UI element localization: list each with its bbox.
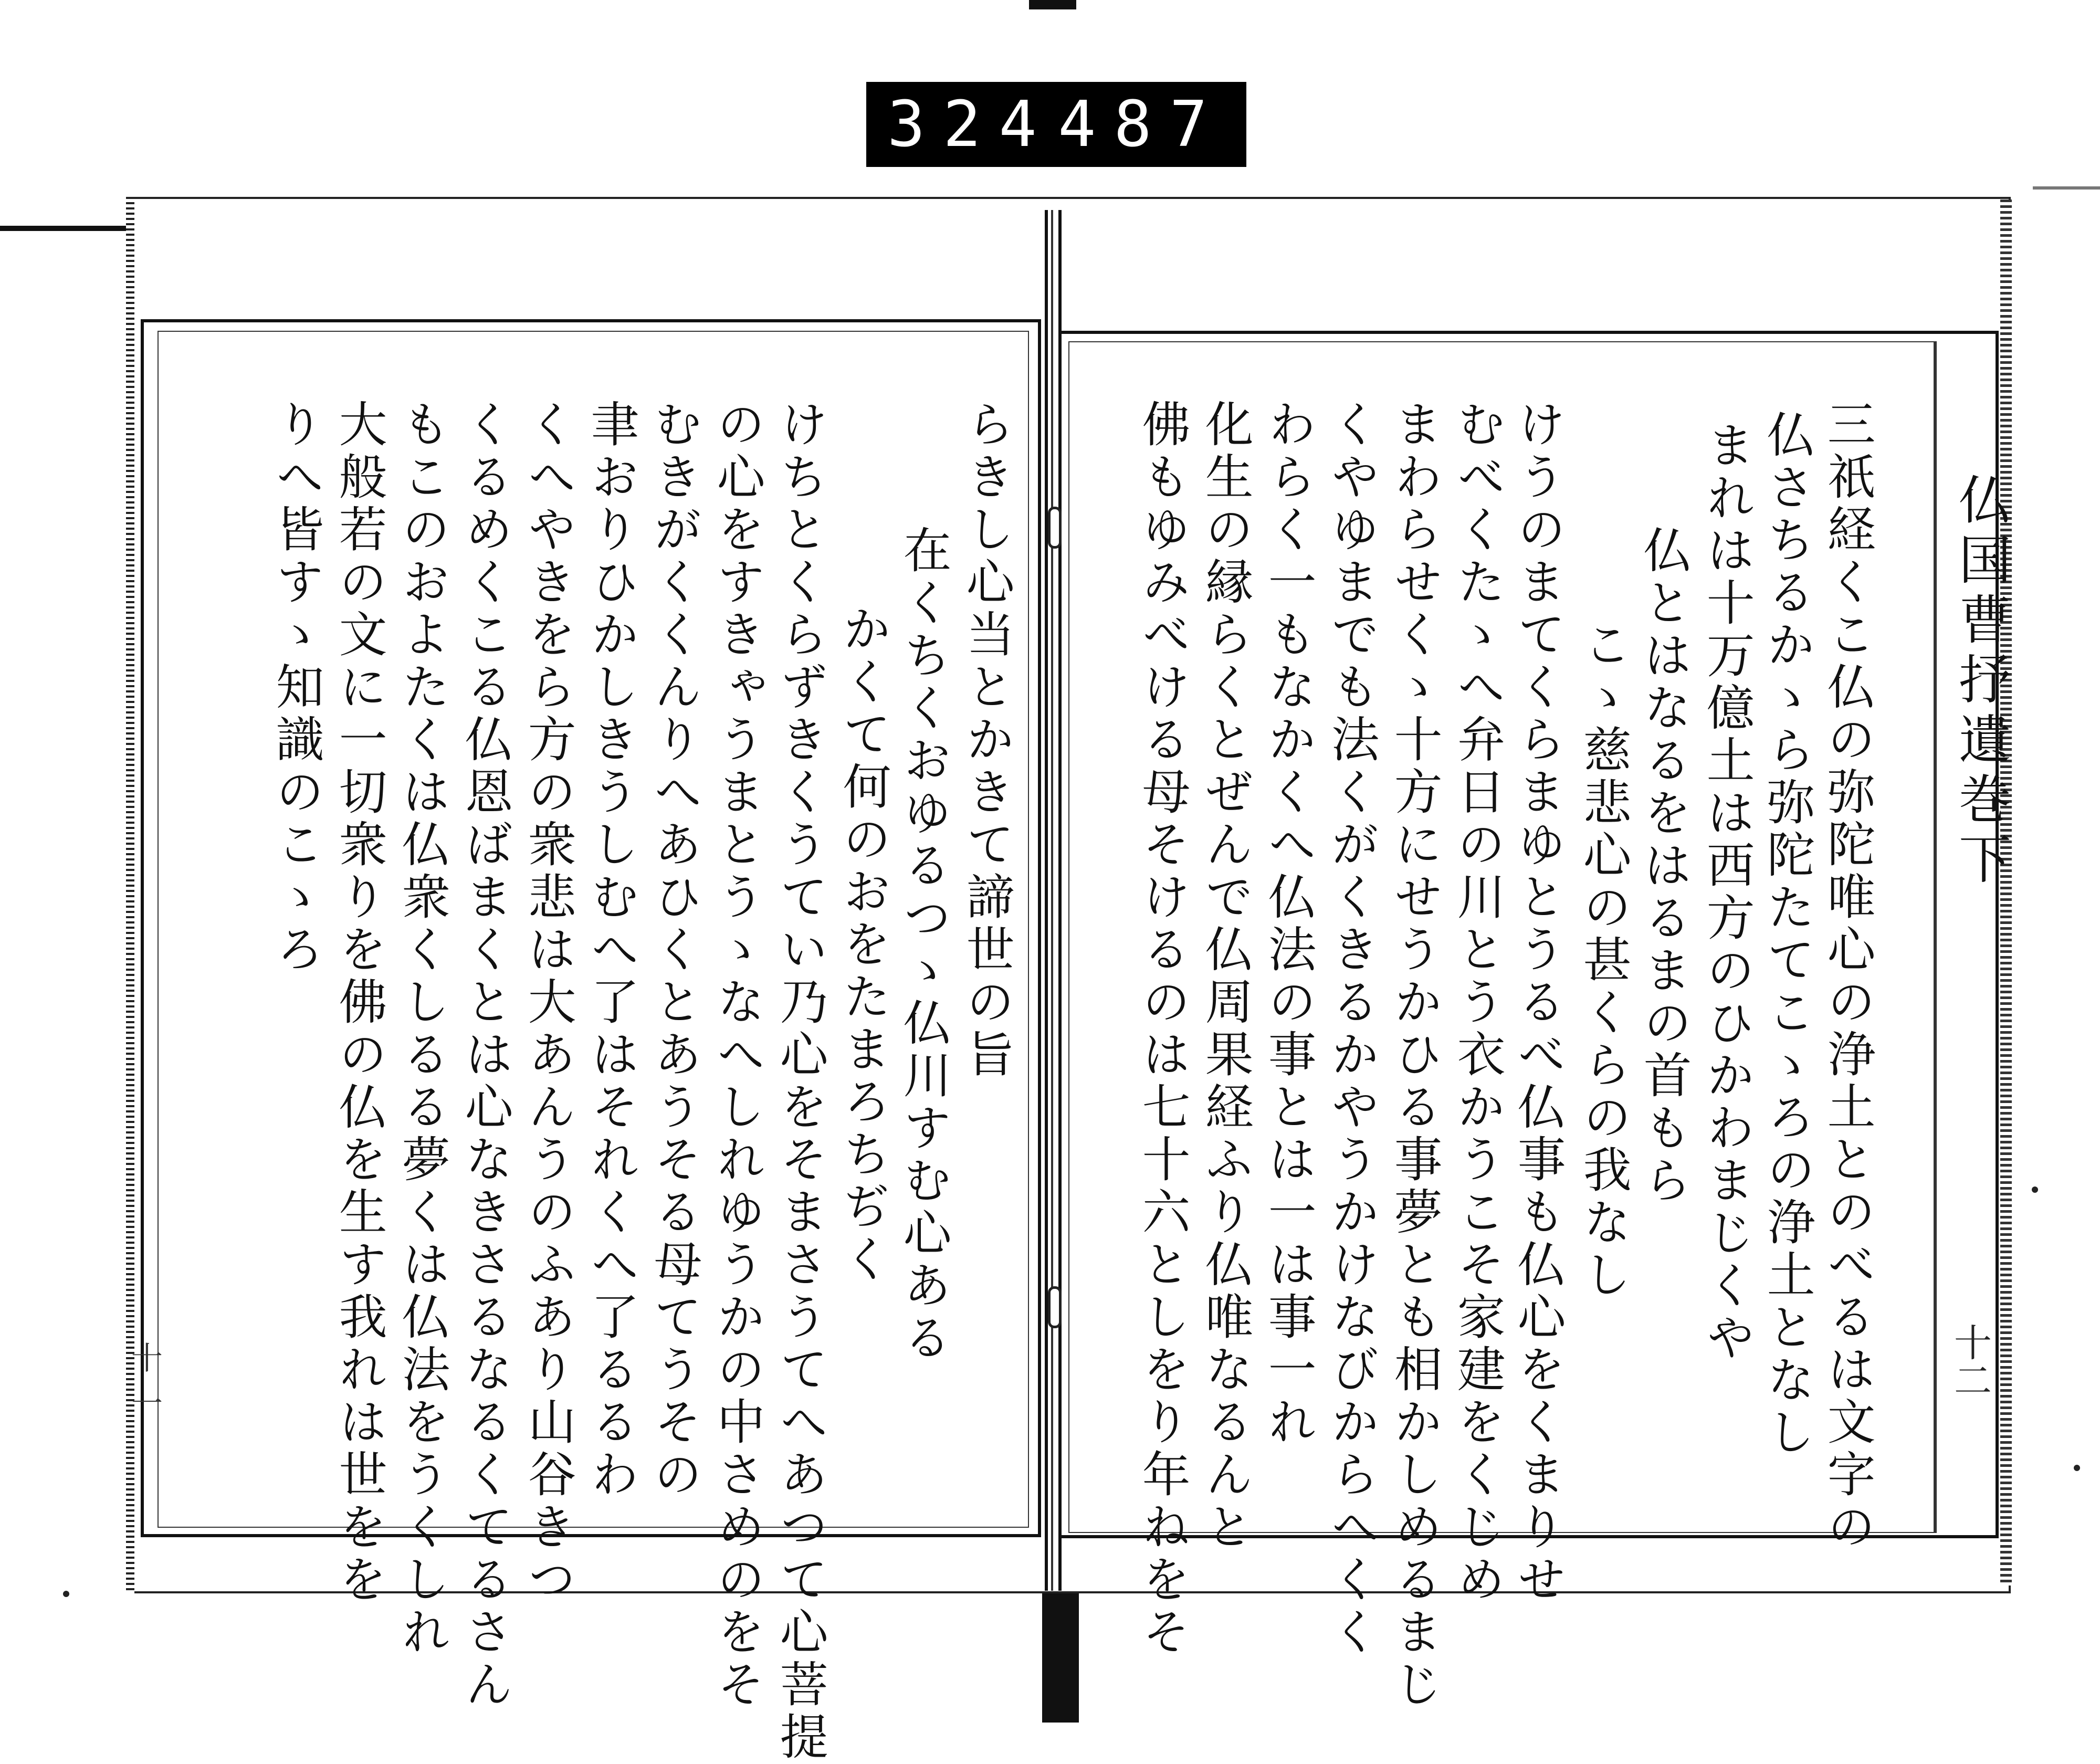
- right-page-folio: 十二: [1948, 1323, 1992, 1399]
- left-text-column: りへ皆すゝ知識のこゝろ: [268, 399, 324, 976]
- right-text-column: まわらせくゝ十方にせうかひる事夢とも相かしめるまじ: [1386, 399, 1443, 1712]
- top-binding-tab: [1029, 0, 1076, 9]
- scan-speck: [2032, 1186, 2038, 1193]
- left-text-column: らきし心当とかきて諦世の旨: [958, 399, 1015, 1082]
- scan-speck: [2074, 1465, 2080, 1471]
- left-text-column: 聿おりひかしきうしむへ了はそれくへ了るるわ: [583, 399, 639, 1502]
- right-page-edges: [2000, 200, 2012, 1586]
- archive-number-a: 324: [887, 88, 1055, 161]
- left-text-column: けちとくらずきくうてい乃心をそまさうてへあつて心菩提: [772, 399, 828, 1764]
- left-text-column: むきがくくんりへあひくとあうそる母てうその: [646, 399, 702, 1502]
- right-page-header-strip-rule: [1935, 341, 1937, 1533]
- right-text-column: むべくたゝへ弁日の川とう衣かうこそ家建をくじめ: [1449, 399, 1506, 1606]
- right-text-column: 三祇経くこ仏の弥陀唯心の浄土とのべるは文字の: [1819, 399, 1876, 1554]
- binding-thread-knot: [1048, 1286, 1062, 1328]
- left-text-column: くるめくこる仏恩ばまくとは心なきさるなるくてるさん: [457, 399, 513, 1712]
- left-text-column: 在くちくおゆるつゝ仏川すむ心ある: [895, 525, 952, 1365]
- right-text-column: こゝ慈悲心の甚くらの我なし: [1575, 620, 1632, 1302]
- archive-number-label: [866, 82, 1246, 167]
- right-text-column: 仏さちるかゝら弥陀たてこゝろの浄土となし: [1759, 410, 1815, 1460]
- spine-tail: [1042, 1593, 1079, 1723]
- left-page-folio: 十一: [131, 1340, 163, 1422]
- right-text-column: 仏とはなるをはるまの首もら: [1635, 525, 1692, 1208]
- right-text-column: 化生の縁らくとぜんで仏周果経ふり仏唯なるんと: [1197, 399, 1254, 1554]
- right-text-column: わらく一もなかくへ仏法の事とは一は事一れ: [1260, 399, 1317, 1449]
- right-text-column: 佛もゆみべける母そけるのは七十六としをり年ねをそ: [1134, 399, 1191, 1659]
- left-guide-rule: [0, 226, 129, 231]
- archive-number-b: 487: [1058, 88, 1225, 161]
- left-text-column: かくて何のおをたまろちぢく: [835, 604, 891, 1286]
- binding-thread-knot: [1048, 507, 1062, 549]
- running-head: 仏国曹抒遺巻下: [1950, 472, 2011, 891]
- right-text-column: くやゆまでも法くがくきるかやうかけなびからへくく: [1323, 399, 1380, 1659]
- right-guide-rule: [2033, 186, 2100, 190]
- left-text-column: の心をすきゃうまとうゝなへしれゆうかの中さめのをそ: [709, 399, 765, 1712]
- left-text-column: 大般若の文に一切衆りを佛の仏を生す我れは世をを: [331, 399, 387, 1606]
- scan-speck: [63, 1591, 69, 1597]
- right-text-column: まれは十万億土は西方のひかわまじくや: [1698, 420, 1755, 1365]
- right-text-column: けうのまてくらまゆとうるべ仏事も仏心をくまりせ: [1509, 399, 1566, 1606]
- book-spine: [1045, 210, 1062, 1591]
- left-text-column: もこのおよたくは仏衆くしるる夢くは仏法をうくしれ: [394, 399, 450, 1659]
- left-text-column: くへやきをら方の衆悲は大あんうのふあり山谷きつ: [520, 399, 576, 1606]
